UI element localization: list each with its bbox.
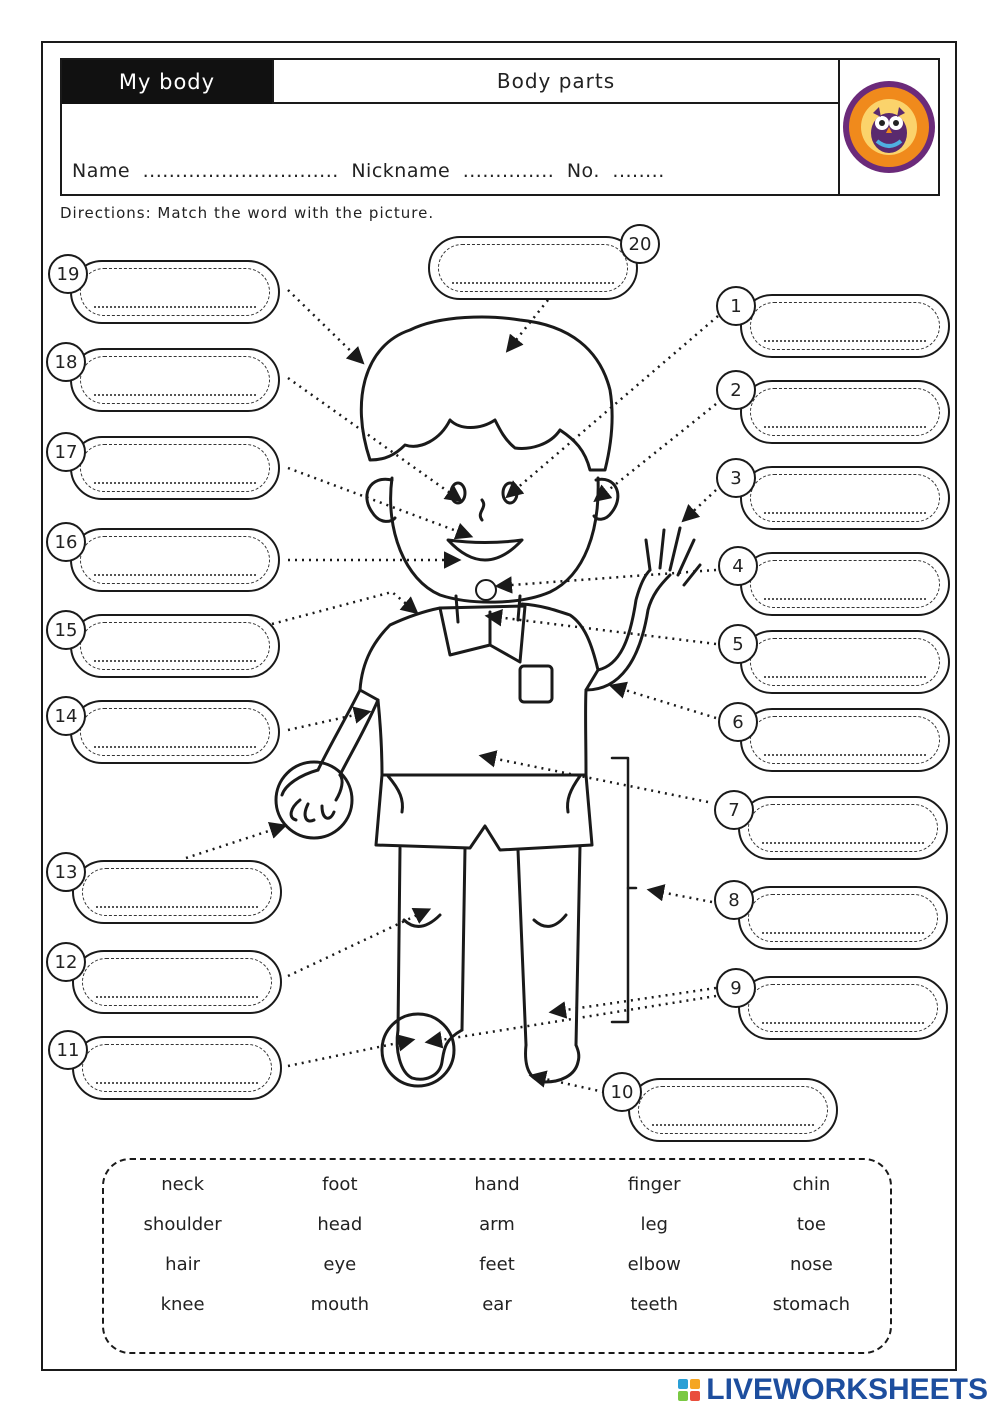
answer-field-1[interactable] (740, 294, 950, 358)
answer-field-12[interactable] (72, 950, 282, 1014)
word-bank-grid (104, 1174, 890, 1318)
word-bank-item[interactable]: shoulder (143, 1214, 222, 1235)
answer-field-5[interactable] (740, 630, 950, 694)
word-bank-item[interactable]: hand (474, 1174, 520, 1195)
topic-label: My body (62, 60, 272, 104)
label-number: 20 (620, 224, 660, 264)
label-number: 11 (48, 1030, 88, 1070)
word-bank-item[interactable]: mouth (310, 1294, 369, 1315)
word-bank-item[interactable]: eye (323, 1254, 357, 1275)
label-number: 17 (46, 432, 86, 472)
label-number: 5 (718, 624, 758, 664)
word-bank-item[interactable]: neck (161, 1174, 204, 1195)
label-number: 8 (714, 880, 754, 920)
label-number: 9 (716, 968, 756, 1008)
word-bank-item[interactable]: ear (482, 1294, 512, 1315)
label-number: 10 (602, 1072, 642, 1112)
answer-field-9[interactable] (738, 976, 948, 1040)
answer-field-17[interactable] (70, 436, 280, 500)
answer-field-6[interactable] (740, 708, 950, 772)
brand-name: LIVEWORKSHEETS (706, 1373, 988, 1406)
label-number: 14 (46, 696, 86, 736)
directions-text: Directions: Match the word with the picture. (60, 204, 435, 222)
answer-field-18[interactable] (70, 348, 280, 412)
label-number: 4 (718, 546, 758, 586)
word-bank-item[interactable]: toe (796, 1214, 826, 1235)
answer-field-4[interactable] (740, 552, 950, 616)
answer-field-15[interactable] (70, 614, 280, 678)
label-number: 19 (48, 254, 88, 294)
answer-field-10[interactable] (628, 1078, 838, 1142)
word-bank-item[interactable]: feet (479, 1254, 515, 1275)
word-bank-item[interactable]: foot (322, 1174, 358, 1195)
answer-field-16[interactable] (70, 528, 280, 592)
name-field[interactable]: .............................. (142, 160, 339, 182)
name-label: Name (72, 160, 131, 182)
word-bank-item[interactable]: arm (479, 1214, 515, 1235)
nickname-label: Nickname (351, 160, 451, 182)
label-number: 3 (716, 458, 756, 498)
word-bank-item[interactable]: head (317, 1214, 363, 1235)
answer-field-13[interactable] (72, 860, 282, 924)
answer-field-3[interactable] (740, 466, 950, 530)
label-number: 18 (46, 342, 86, 382)
word-bank-item[interactable]: elbow (627, 1254, 681, 1275)
word-bank (102, 1158, 892, 1354)
word-bank-item[interactable]: teeth (630, 1294, 679, 1315)
answer-field-2[interactable] (740, 380, 950, 444)
word-bank-item[interactable]: hair (165, 1254, 201, 1275)
number-label: No. (566, 160, 600, 182)
label-number: 7 (714, 790, 754, 830)
label-number: 16 (46, 522, 86, 562)
answer-field-20[interactable] (428, 236, 638, 300)
answer-field-11[interactable] (72, 1036, 282, 1100)
word-bank-item[interactable]: chin (792, 1174, 831, 1195)
word-bank-item[interactable]: stomach (772, 1294, 851, 1315)
answer-field-8[interactable] (738, 886, 948, 950)
answer-field-19[interactable] (70, 260, 280, 324)
answer-field-7[interactable] (738, 796, 948, 860)
label-number: 13 (46, 852, 86, 892)
label-number: 12 (46, 942, 86, 982)
word-bank-item[interactable]: leg (640, 1214, 668, 1235)
word-bank-item[interactable]: nose (789, 1254, 833, 1275)
worksheet-title: Body parts (272, 60, 838, 104)
label-number: 2 (716, 370, 756, 410)
nickname-field[interactable]: .............. (462, 160, 555, 182)
answer-field-14[interactable] (70, 700, 280, 764)
liveworksheets-logo[interactable] (678, 1372, 988, 1408)
number-field[interactable]: ........ (612, 160, 665, 182)
liveworksheets-mark-icon (678, 1379, 700, 1401)
word-bank-item[interactable]: finger (627, 1174, 681, 1195)
label-number: 6 (718, 702, 758, 742)
label-number: 1 (716, 286, 756, 326)
word-bank-item[interactable]: knee (160, 1294, 205, 1315)
label-number: 15 (46, 610, 86, 650)
